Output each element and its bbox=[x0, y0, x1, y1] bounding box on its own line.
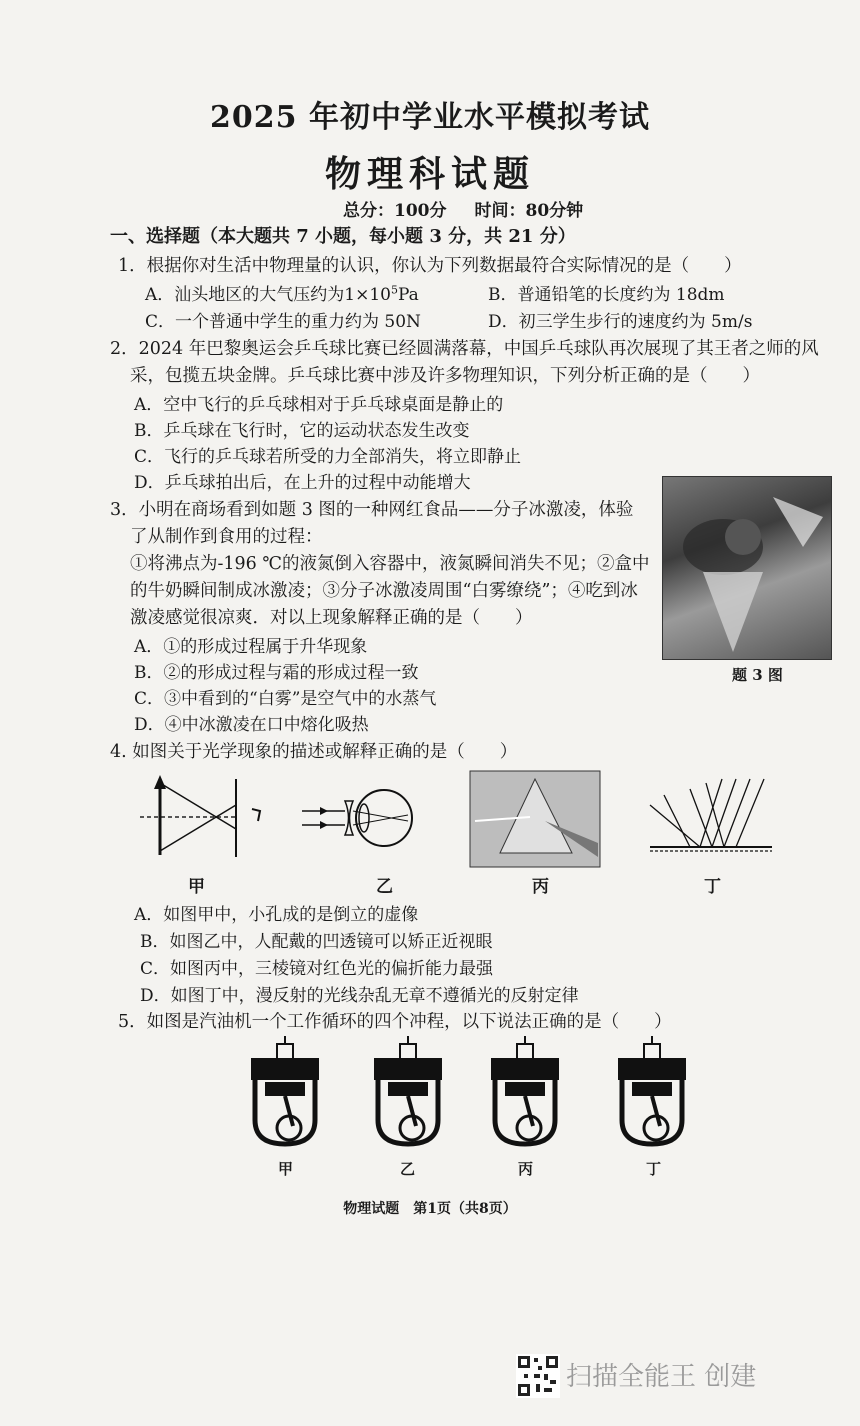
eye-lens-figure bbox=[302, 790, 412, 846]
q5-label-jia: 甲 bbox=[278, 1160, 294, 1178]
q4-label-yi: 乙 bbox=[376, 877, 393, 897]
q4-label-bing: 丙 bbox=[532, 877, 549, 897]
q5-label-ding: 丁 bbox=[646, 1160, 662, 1178]
q3-stem-line3: ①将沸点为-196 ℃的液氮倒入容器中，液氮瞬间消失不见；②盒中 bbox=[130, 554, 650, 574]
q4-stem: 4. 如图关于光学现象的描述或解释正确的是（ ） bbox=[110, 742, 518, 762]
ice-cream-photo bbox=[662, 476, 832, 660]
engine-stroke-figure bbox=[374, 1036, 442, 1144]
q3-stem-line2: 了从制作到食用的过程： bbox=[130, 527, 323, 547]
q4-label-ding: 丁 bbox=[704, 877, 721, 897]
q4-option-a: A．如图甲中，小孔成的是倒立的虚像 bbox=[134, 905, 419, 925]
q3-figure-caption: 题 3 图 bbox=[732, 666, 783, 684]
q3-stem-line5: 激凌感觉很凉爽．对以上现象解释正确的是（ ） bbox=[130, 608, 533, 628]
engine-stroke-figure bbox=[618, 1036, 686, 1144]
engine-stroke-figure bbox=[491, 1036, 559, 1144]
diffuse-reflection-figure bbox=[650, 779, 772, 851]
q2-option-d: D．乒乓球拍出后，在上升的过程中动能增大 bbox=[134, 473, 471, 493]
q2-stem-line2: 采，包揽五块金牌。乒乓球比赛中涉及许多物理知识，下列分析正确的是（ ） bbox=[130, 366, 760, 386]
total-score: 总分：100分 bbox=[343, 201, 447, 221]
q2-option-a: A．空中飞行的乒乓球相对于乒乓球桌面是静止的 bbox=[134, 395, 504, 415]
section-heading: 一、选择题（本大题共 7 小题，每小题 3 分，共 21 分） bbox=[110, 226, 576, 247]
q4-option-d: D．如图丁中，漫反射的光线杂乱无章不遵循光的反射定律 bbox=[140, 986, 579, 1006]
exam-meta bbox=[343, 196, 611, 221]
q1-option-b: B．普通铅笔的长度约为 18dm bbox=[488, 285, 725, 305]
q4-optics-figures bbox=[0, 765, 860, 875]
engine-stroke-figure bbox=[251, 1036, 319, 1144]
q1-option-a: A．汕头地区的大气压约为$1\times 10^5Pa$ bbox=[145, 283, 419, 305]
q1-option-d: D．初三学生步行的速度约为 5m/s bbox=[488, 312, 753, 332]
q5-stem: 5．如图是汽油机一个工作循环的四个冲程，以下说法正确的是（ ） bbox=[118, 1012, 672, 1032]
q3-stem-line1: 3．小明在商场看到如题 3 图的一种网红食品——分子冰激凌，体验 bbox=[110, 500, 634, 520]
q2-stem-line1: 2．2024 年巴黎奥运会乒乓球比赛已经圆满落幕，中国乒乓球队再次展现了其王者之师的风 bbox=[110, 339, 819, 359]
q5-label-bing: 丙 bbox=[518, 1160, 534, 1178]
page-footer: 物理试题 第1页（共8页） bbox=[343, 1201, 517, 1217]
q4-option-b: B．如图乙中，人配戴的凹透镜可以矫正近视眼 bbox=[140, 932, 493, 952]
pinhole-figure bbox=[140, 775, 260, 857]
q3-option-a: A．①的形成过程属于升华现象 bbox=[134, 637, 368, 657]
q5-label-yi: 乙 bbox=[400, 1160, 416, 1178]
q2-option-c: C．飞行的乒乓球若所受的力全部消失，将立即静止 bbox=[134, 447, 522, 467]
q1-option-c: C．一个普通中学生的重力约为 50N bbox=[145, 312, 421, 332]
exam-title: 2025 年初中学业水平模拟考试 bbox=[210, 100, 650, 135]
prism-figure bbox=[470, 771, 600, 867]
qr-code-icon bbox=[516, 1354, 560, 1398]
q3-option-b: B．②的形成过程与霜的形成过程一致 bbox=[134, 663, 419, 683]
q5-engine-figures bbox=[0, 1040, 860, 1160]
subject-title: 物理科试题 bbox=[324, 153, 535, 195]
q3-stem-line4: 的牛奶瞬间制成冰激凌；③分子冰激凌周围“白雾缭绕”；④吃到冰 bbox=[130, 581, 638, 601]
q1-stem: 1．根据你对生活中物理量的认识，你认为下列数据最符合实际情况的是（ ） bbox=[118, 256, 742, 276]
scanner-watermark: 扫描全能王 创建 bbox=[566, 1362, 757, 1392]
q3-option-d: D．④中冰激凌在口中熔化吸热 bbox=[134, 715, 369, 735]
q2-option-b: B．乒乓球在飞行时，它的运动状态发生改变 bbox=[134, 421, 470, 441]
q3-option-c: C．③中看到的“白雾”是空气中的水蒸气 bbox=[134, 689, 437, 709]
q4-label-jia: 甲 bbox=[188, 877, 205, 897]
q4-option-c: C．如图丙中，三棱镜对红色光的偏折能力最强 bbox=[140, 959, 494, 979]
exam-time: 时间：80分钟 bbox=[474, 201, 584, 221]
